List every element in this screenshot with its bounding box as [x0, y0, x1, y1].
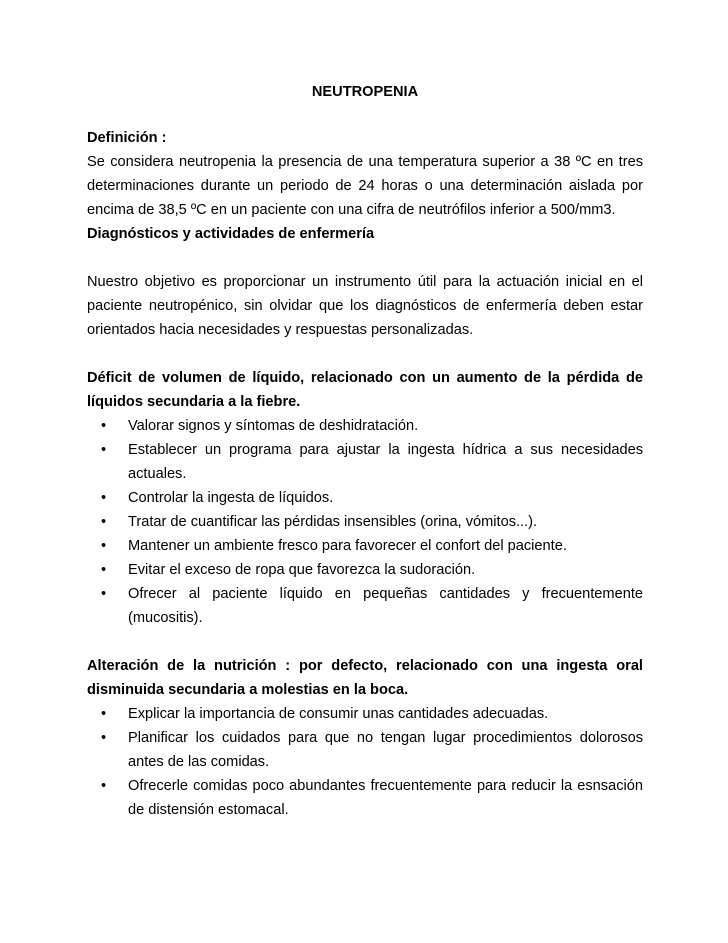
definition-heading: Definición : [87, 130, 167, 146]
section-heading-fluid-deficit: Déficit de volumen de líquido, relacionado con un aumento de la pérdida de líquidos secundaria a la fiebre. [87, 370, 643, 410]
list-item: • Planificar los cuidados para que no tengan lugar procedimientos dolorosos antes de las comidas. [87, 726, 643, 774]
bullet-icon: • [101, 706, 107, 722]
bullet-icon: • [101, 562, 107, 578]
list-item: • Controlar la ingesta de líquidos. [87, 486, 643, 510]
intro-paragraph: Nuestro objetivo es proporcionar un instrumento útil para la actuación inicial en el paciente neutropénico, sin olvidar que los diagnósticos de enfermería deben estar orientados hacia necesidades y respuestas personalizadas. [87, 274, 643, 338]
bullet-icon: • [101, 538, 107, 554]
bullet-icon: • [101, 418, 107, 434]
spacer [87, 630, 643, 654]
list-item: • Establecer un programa para ajustar la ingesta hídrica a sus necesidades actuales. [87, 438, 643, 486]
document-title: NEUTROPENIA [311, 84, 419, 100]
spacer [87, 246, 643, 270]
bullet-icon: • [101, 778, 107, 794]
bullet-list-nutrition [87, 702, 643, 822]
definition-text: Se considera neutropenia la presencia de una temperatura superior a 38 ºC en tres determinaciones durante un periodo de 24 horas o una determinación aislada por encima de 38,5 ºC en un paciente con una cifra de neutrófilos inferior a 500/mm3. [87, 154, 643, 218]
bullet-icon: • [101, 730, 107, 746]
list-item: • Evitar el exceso de ropa que favorezca la sudoración. [87, 558, 643, 582]
list-item: • Valorar signos y síntomas de deshidratación. [87, 414, 643, 438]
document-page [87, 80, 643, 822]
bullet-icon: • [101, 442, 107, 458]
bullet-list-fluid-deficit [87, 414, 643, 630]
list-item: • Ofrecer al paciente líquido en pequeñas cantidades y frecuentemente (mucositis). [87, 582, 643, 630]
spacer [87, 342, 643, 366]
bullet-icon: • [101, 586, 107, 602]
list-item: • Tratar de cuantificar las pérdidas insensibles (orina, vómitos...). [87, 510, 643, 534]
list-item: • Ofrecerle comidas poco abundantes frecuentemente para reducir la esnsación de distensión estomacal. [87, 774, 643, 822]
section-heading-nutrition: Alteración de la nutrición : por defecto, relacionado con una ingesta oral disminuida secundaria a molestias en la boca. [87, 658, 643, 698]
diagnostics-heading: Diagnósticos y actividades de enfermería [87, 226, 375, 242]
bullet-icon: • [101, 514, 107, 530]
bullet-icon: • [101, 490, 107, 506]
list-item: • Explicar la importancia de consumir unas cantidades adecuadas. [87, 702, 643, 726]
list-item: • Mantener un ambiente fresco para favorecer el confort del paciente. [87, 534, 643, 558]
